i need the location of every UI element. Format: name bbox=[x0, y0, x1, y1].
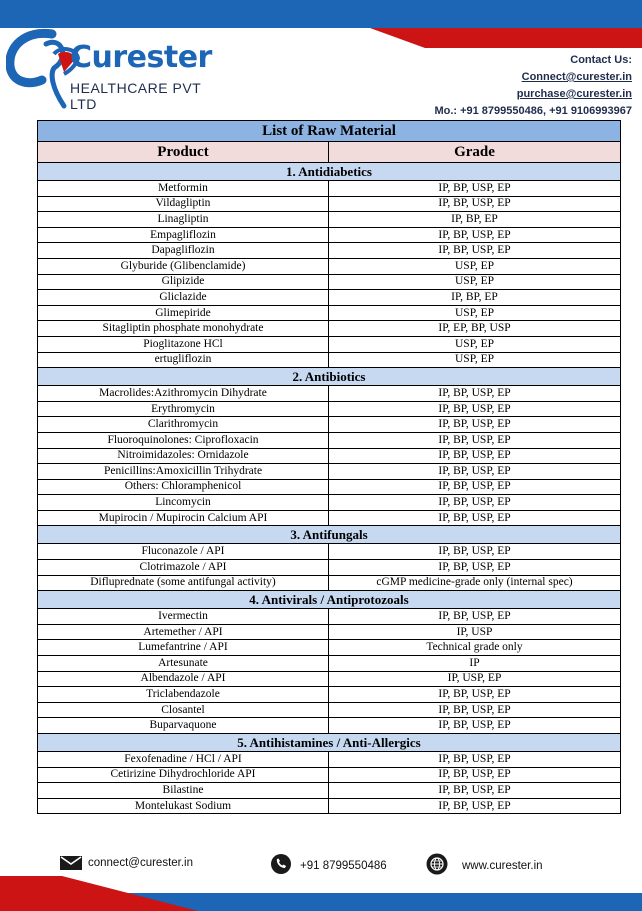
table-row bbox=[38, 227, 621, 243]
company-logo bbox=[6, 28, 226, 114]
grade-cell: IP, BP, EP bbox=[329, 212, 621, 228]
table-row bbox=[38, 352, 621, 368]
grade-cell: IP, BP, USP, EP bbox=[329, 609, 621, 625]
product-cell: Glyburide (Glibenclamide) bbox=[38, 258, 329, 274]
header-blue-band bbox=[0, 0, 642, 28]
table-row bbox=[38, 196, 621, 212]
product-cell: Nitroimidazoles: Ornidazole bbox=[38, 448, 329, 464]
grade-cell: IP, BP, USP, EP bbox=[329, 783, 621, 799]
table-row bbox=[38, 243, 621, 259]
table-row bbox=[38, 479, 621, 495]
table-row bbox=[38, 212, 621, 228]
logo-subtitle: HEALTHCARE PVT LTD bbox=[70, 80, 201, 112]
product-cell: Ivermectin bbox=[38, 609, 329, 625]
grade-cell: USP, EP bbox=[329, 305, 621, 321]
table-row bbox=[38, 798, 621, 814]
table-row bbox=[38, 656, 621, 672]
contact-email-purchase[interactable]: purchase@curester.in bbox=[516, 88, 632, 100]
envelope-icon bbox=[60, 856, 82, 870]
product-cell: Gliclazide bbox=[38, 290, 329, 306]
grade-cell: IP, BP, USP, EP bbox=[329, 432, 621, 448]
product-cell: Pioglitazone HCl bbox=[38, 336, 329, 352]
grade-cell: IP, USP bbox=[329, 624, 621, 640]
category-row bbox=[38, 591, 621, 609]
grade-cell: IP, BP, USP, EP bbox=[329, 687, 621, 703]
table-header-row bbox=[38, 142, 621, 163]
table-row bbox=[38, 305, 621, 321]
product-cell: Lumefantrine / API bbox=[38, 640, 329, 656]
raw-material-table bbox=[37, 120, 621, 814]
category-title: 1. Antidiabetics bbox=[38, 163, 621, 181]
globe-icon bbox=[426, 853, 448, 875]
product-cell: Linagliptin bbox=[38, 212, 329, 228]
table-row bbox=[38, 767, 621, 783]
product-cell: Others: Chloramphenicol bbox=[38, 479, 329, 495]
product-cell: Metformin bbox=[38, 181, 329, 197]
footer-phone-text: +91 8799550486 bbox=[300, 859, 387, 872]
table-row bbox=[38, 290, 621, 306]
product-cell: Triclabendazole bbox=[38, 687, 329, 703]
product-cell: Fexofenadine / HCl / API bbox=[38, 752, 329, 768]
grade-cell: IP, BP, USP, EP bbox=[329, 401, 621, 417]
category-row bbox=[38, 368, 621, 386]
product-cell: Empagliflozin bbox=[38, 227, 329, 243]
footer-email-text: connect@curester.in bbox=[88, 857, 194, 869]
table-row bbox=[38, 783, 621, 799]
product-cell: Buparvaquone bbox=[38, 718, 329, 734]
product-cell: Clotrimazole / API bbox=[38, 560, 329, 576]
grade-cell: IP, BP, USP, EP bbox=[329, 479, 621, 495]
table-row bbox=[38, 274, 621, 290]
table-row bbox=[38, 752, 621, 768]
grade-cell: IP, BP, USP, EP bbox=[329, 702, 621, 718]
table-row bbox=[38, 575, 621, 591]
grade-cell: IP, BP, USP, EP bbox=[329, 544, 621, 560]
grade-cell: IP, BP, USP, EP bbox=[329, 798, 621, 814]
category-row bbox=[38, 526, 621, 544]
grade-cell: Technical grade only bbox=[329, 640, 621, 656]
product-cell: Sitagliptin phosphate monohydrate bbox=[38, 321, 329, 337]
product-cell: Fluoroquinolones: Ciprofloxacin bbox=[38, 432, 329, 448]
table-row bbox=[38, 671, 621, 687]
table-title-row bbox=[38, 121, 621, 142]
grade-cell: IP, BP, USP, EP bbox=[329, 386, 621, 402]
table-row bbox=[38, 336, 621, 352]
grade-cell: IP, BP, USP, EP bbox=[329, 752, 621, 768]
table-row bbox=[38, 321, 621, 337]
product-cell: Dapagliflozin bbox=[38, 243, 329, 259]
table-title: List of Raw Material bbox=[38, 121, 621, 142]
table-row bbox=[38, 640, 621, 656]
footer-website[interactable] bbox=[426, 853, 543, 875]
product-cell: Clarithromycin bbox=[38, 417, 329, 433]
footer-email[interactable] bbox=[60, 856, 193, 870]
table-row bbox=[38, 432, 621, 448]
phone-icon bbox=[270, 853, 292, 875]
footer-website-text: www.curester.in bbox=[462, 859, 543, 872]
table-row bbox=[38, 448, 621, 464]
category-title: 2. Antibiotics bbox=[38, 368, 621, 386]
table-row bbox=[38, 464, 621, 480]
product-cell: Difluprednate (some antifungal activity) bbox=[38, 575, 329, 591]
grade-cell: IP, BP, USP, EP bbox=[329, 560, 621, 576]
product-cell: Lincomycin bbox=[38, 495, 329, 511]
contact-phone: Mo.: +91 8799550486, +91 9106993967 bbox=[434, 105, 632, 117]
grade-cell: IP, BP, USP, EP bbox=[329, 196, 621, 212]
product-cell: Macrolides:Azithromycin Dihydrate bbox=[38, 386, 329, 402]
grade-cell: USP, EP bbox=[329, 258, 621, 274]
grade-cell: USP, EP bbox=[329, 352, 621, 368]
grade-cell: IP, BP, USP, EP bbox=[329, 227, 621, 243]
product-cell: Mupirocin / Mupirocin Calcium API bbox=[38, 510, 329, 526]
grade-cell: IP, BP, USP, EP bbox=[329, 464, 621, 480]
category-title: 4. Antivirals / Antiprotozoals bbox=[38, 591, 621, 609]
product-cell: Penicillins:Amoxicillin Trihydrate bbox=[38, 464, 329, 480]
header-product: Product bbox=[38, 142, 329, 163]
table-row bbox=[38, 624, 621, 640]
table-row bbox=[38, 258, 621, 274]
grade-cell: USP, EP bbox=[329, 274, 621, 290]
header-grade: Grade bbox=[329, 142, 621, 163]
product-cell: Artemether / API bbox=[38, 624, 329, 640]
category-row bbox=[38, 734, 621, 752]
product-cell: Artesunate bbox=[38, 656, 329, 672]
category-row bbox=[38, 163, 621, 181]
product-cell: ertugliflozin bbox=[38, 352, 329, 368]
grade-cell: IP, BP, USP, EP bbox=[329, 718, 621, 734]
table-row bbox=[38, 718, 621, 734]
table-row bbox=[38, 687, 621, 703]
grade-cell: IP, BP, USP, EP bbox=[329, 417, 621, 433]
contact-block bbox=[434, 52, 632, 120]
product-cell: Erythromycin bbox=[38, 401, 329, 417]
category-title: 5. Antihistamines / Anti-Allergics bbox=[38, 734, 621, 752]
product-cell: Albendazole / API bbox=[38, 671, 329, 687]
grade-cell: IP, USP, EP bbox=[329, 671, 621, 687]
product-cell: Vildagliptin bbox=[38, 196, 329, 212]
logo-wordmark: Curester bbox=[70, 40, 212, 75]
table-row bbox=[38, 702, 621, 718]
grade-cell: IP, BP, USP, EP bbox=[329, 510, 621, 526]
footer-bands bbox=[0, 874, 642, 911]
table-row bbox=[38, 401, 621, 417]
grade-cell: IP, BP, USP, EP bbox=[329, 448, 621, 464]
product-cell: Fluconazole / API bbox=[38, 544, 329, 560]
product-cell: Glipizide bbox=[38, 274, 329, 290]
table-row bbox=[38, 417, 621, 433]
table-row bbox=[38, 510, 621, 526]
grade-cell: IP bbox=[329, 656, 621, 672]
table-row bbox=[38, 544, 621, 560]
product-cell: Montelukast Sodium bbox=[38, 798, 329, 814]
grade-cell: cGMP medicine-grade only (internal spec) bbox=[329, 575, 621, 591]
footer-phone[interactable] bbox=[270, 853, 387, 875]
grade-cell: USP, EP bbox=[329, 336, 621, 352]
category-title: 3. Antifungals bbox=[38, 526, 621, 544]
grade-cell: IP, BP, USP, EP bbox=[329, 495, 621, 511]
grade-cell: IP, BP, EP bbox=[329, 290, 621, 306]
table-row bbox=[38, 609, 621, 625]
product-cell: Bilastine bbox=[38, 783, 329, 799]
table-row bbox=[38, 181, 621, 197]
product-cell: Glimepiride bbox=[38, 305, 329, 321]
grade-cell: IP, BP, USP, EP bbox=[329, 243, 621, 259]
product-cell: Cetirizine Dihydrochloride API bbox=[38, 767, 329, 783]
product-cell: Closantel bbox=[38, 702, 329, 718]
contact-email-connect[interactable]: Connect@curester.in bbox=[521, 71, 632, 83]
grade-cell: IP, BP, USP, EP bbox=[329, 181, 621, 197]
table-row bbox=[38, 495, 621, 511]
contact-heading: Contact Us: bbox=[570, 54, 632, 66]
grade-cell: IP, EP, BP, USP bbox=[329, 321, 621, 337]
grade-cell: IP, BP, USP, EP bbox=[329, 767, 621, 783]
table-row bbox=[38, 560, 621, 576]
table-row bbox=[38, 386, 621, 402]
